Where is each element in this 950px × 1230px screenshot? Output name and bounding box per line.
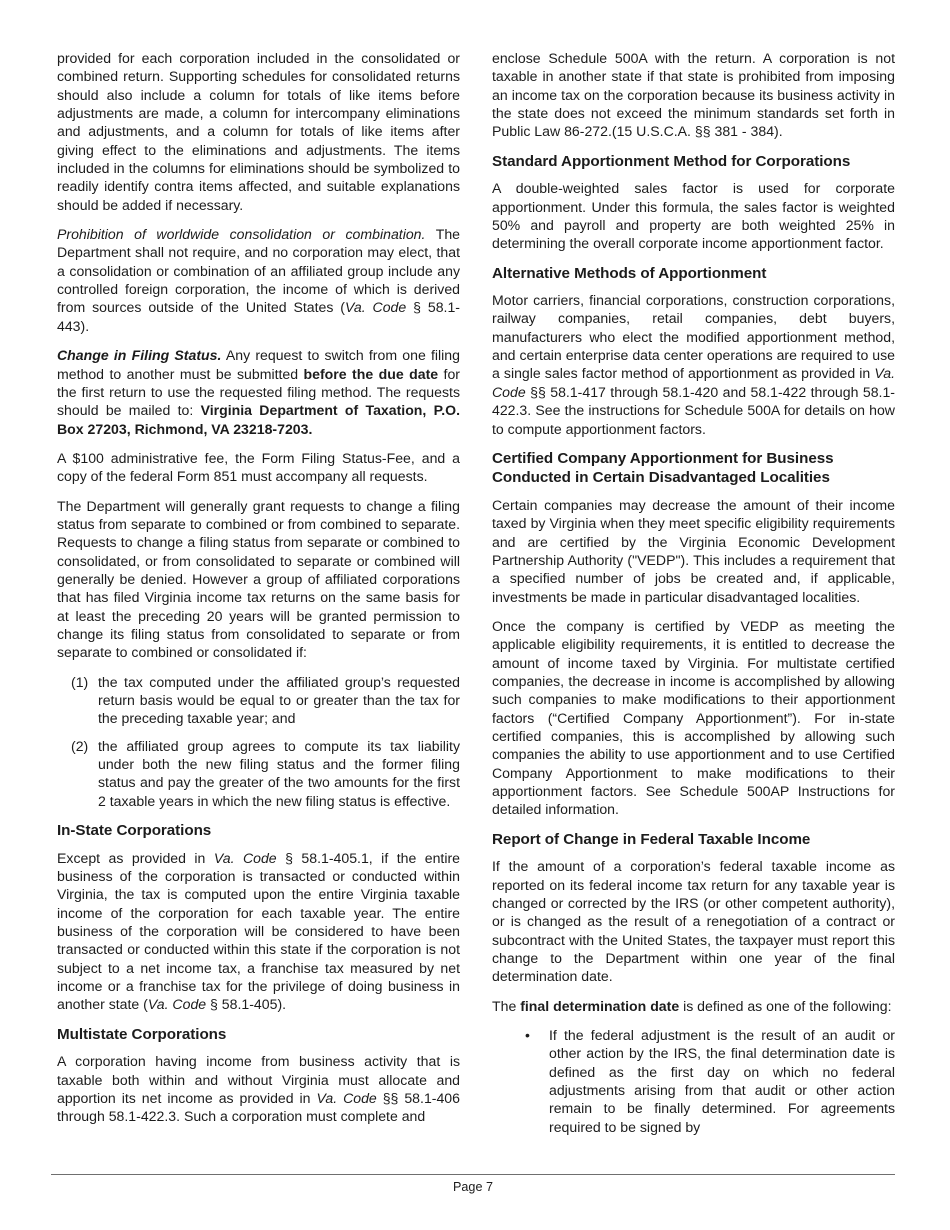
heading-certified-company-apportionment: Certified Company Apportionment for Business Conducted in Certain Disadvantaged Localities [492, 449, 834, 487]
in-state-body-3: § 58.1-405). [206, 996, 287, 1013]
list-item [57, 737, 460, 810]
paragraph-multistate [57, 1052, 460, 1125]
final-determination-body-1: The [492, 997, 521, 1014]
heading-in-state-corporations: In-State Corporations [57, 822, 212, 840]
list-item [492, 1026, 895, 1136]
final-determination-body-2: is defined as one of the following: [679, 997, 892, 1014]
list-item-text: the tax computed under the affiliated group’s requested return basis would be equal to or greater than the tax for the preceding taxable year; and [98, 673, 460, 727]
va-code-italic: Va. Code [147, 996, 207, 1013]
change-filing-status-body-2: for the first return to use the requested filing method. The requests should be mailed to: [57, 365, 460, 419]
paragraph-standard-apportionment: A double-weighted sales factor is used for corporate apportionment. Under this formula, the sales factor is weighted 50% and payroll and property are both weighted 25% in determining the overall corporate income apportionment factor. [492, 180, 895, 252]
footer-divider [51, 1174, 895, 1175]
before-due-date-bold: before the due date [303, 365, 439, 382]
paragraph-alternative-methods [492, 291, 895, 438]
paragraph-admin-fee: A $100 administrative fee, the Form Filing Status-Fee, and a copy of the federal Form 851 must accompany all requests. [57, 449, 460, 485]
list-item [57, 673, 460, 728]
paragraph-prohibition-worldwide [57, 225, 460, 335]
paragraph-report-of-change: If the amount of a corporation’s federal taxable income as reported on its federal income tax return for any taxable year is changed or corrected by the IRS (or other competent authority), or is changed as the result of a renegotiation of a contract or subcontract with the United States, the taxpayer must report this change to the Department within one year of the final determination date. [492, 858, 895, 985]
mailing-address-bold: Virginia Department of Taxation, P.O. Box 27203, Richmond, VA 23218-7203. [57, 402, 460, 437]
right-column [492, 49, 895, 1136]
heading-multistate-corporations: Multistate Corporations [57, 1025, 227, 1043]
prohibition-italic-lead: Prohibition of worldwide consolidation or combination. [57, 226, 426, 243]
list-item-text: the affiliated group agrees to compute its tax liability under both the new filing status and the former filing status and pay the greater of the two amounts for the first 2 taxable years in which the new filing status is effective. [98, 737, 460, 809]
page-footer [51, 1174, 895, 1195]
page-number: Page 7 [453, 1180, 493, 1194]
paragraph-schedule-500a: enclose Schedule 500A with the return. A corporation is not taxable in another state if that state is prohibited from imposing an income tax on the corporation because its business activity in the state does not exceed the minimum standards set forth in Public Law 86-272.(15 U.S.C.A. §§ 381 - 384). [492, 50, 895, 140]
heading-standard-apportionment: Standard Apportionment Method for Corporations [492, 152, 851, 170]
alternative-methods-body-2: §§ 58.1-417 through 58.1-420 and 58.1-422 through 58.1-422.3. See the instructions for Schedule 500A for details on how to compute apportionment factors. [492, 383, 895, 437]
paragraph-grant-requests: The Department will generally grant requests to change a filing status from separate to combined or from combined to separate. Requests to change a filing status from separate or combined to consolidated, or from consolidated to separate or combined will generally be denied. However a group of affiliated corporations that has filed Virginia income tax returns on the same basis for at least the preceding 20 years will be granted permission to change its filing status from consolidated to separate or from separate to combined or consolidated if: [57, 497, 460, 661]
heading-report-of-change: Report of Change in Federal Taxable Income [492, 830, 811, 848]
in-state-body-2: § 58.1-405.1, if the entire business of the corporation is transacted or conducted within Virginia, the tax is computed upon the entire Virginia taxable income of the corporation for each taxable year. The entire business of the corporation will be considered to have been transacted or conducted within this state if the corporation is not subject to a net income tax, a franchise tax measured by net income or a franchise tax for the privilege of doing business in another state ( [57, 849, 461, 1013]
list-item-text: If the federal adjustment is the result of an audit or other action by the IRS, the final determination date is defined as the first day on which no federal adjustments arising from that audit or other action remain to be finally determined. For agreements required to be signed by [549, 1026, 895, 1135]
paragraph-certain-companies: Certain companies may decrease the amount of their income taxed by Virginia when they meet specific eligibility requirements and are certified by the Virginia Economic Development Partnership Authority ("VEDP"). This includes a requirement that a specified number of jobs be created and, if applicable, investments be made in particular disadvantaged localities. [492, 496, 895, 605]
list-marker: (2) [71, 737, 89, 754]
va-code-italic: Va. Code [213, 849, 277, 866]
paragraph-change-filing-status [57, 346, 460, 438]
final-determination-date-bullets [492, 1026, 895, 1136]
multistate-body-1: A corporation having income from business activity that is taxable both within and without Virginia must allocate and apportion its net income as provided in [57, 1053, 460, 1106]
in-state-body-1: Except as provided in [57, 849, 214, 866]
paragraph-in-state [57, 849, 460, 1014]
va-code-italic: Va. Code [345, 299, 407, 316]
va-code-italic: Va. Code [492, 365, 895, 400]
va-code-italic: Va. Code [316, 1089, 377, 1106]
paragraph-once-certified: Once the company is certified by VEDP as meeting the applicable eligibility requirements, it is entitled to decrease the amount of income taxed by Virginia. For multistate certified companies, the decrease in income is accomplished by allowing such companies to make modifications to their apportionment factors (“Certified Company Apportionment”). For in-state certified companies, this is accomplished by allowing such companies the ability to use apportionment and to use Certified Company Apportionment to make modifications to their apportionment factors. See Schedule 500AP Instructions for detailed information. [492, 617, 895, 818]
filing-status-conditions-list [57, 673, 460, 810]
bullet-glyph: • [525, 1026, 530, 1043]
change-filing-status-lead: Change in Filing Status. [57, 347, 222, 364]
multistate-body-2: §§ 58.1-406 through 58.1-422.3. Such a corporation must complete and [57, 1089, 460, 1125]
left-column [57, 49, 460, 1136]
prohibition-body-1: The Department shall not require, and no corporation may elect, that a consolidation or combination of an affiliated group include any controlled foreign corporation, the income of which is derived from sources outside of the United States ( [57, 226, 460, 316]
list-marker: (1) [71, 673, 89, 690]
heading-alternative-methods: Alternative Methods of Apportionment [492, 264, 767, 282]
paragraph-final-determination-date [492, 997, 895, 1015]
paragraph-consolidated-schedules: provided for each corporation included in the consolidated or combined return. Supporting schedules for consolidated returns should also include a column for totals of like items before adjustments are made, a column for intercompany eliminations and adjustments, and a column for totals of like items after giving effect to the eliminations and adjustments. The items included in the columns for eliminations should be symbolized to readily identify contra items affected, and suitable explanations should be added if necessary. [57, 50, 460, 213]
change-filing-status-body-1: Any request to switch from one filing method to another must be submitted [57, 347, 460, 382]
final-determination-date-bold: final determination date [520, 997, 680, 1014]
alternative-methods-body-1: Motor carriers, financial corporations, construction corporations, railway companies, retail companies, debt buyers, manufacturers who elect the modified apportionment method, and certain enterprise data center operations are required to use a single sales factor method of apportionment as provided in [492, 292, 895, 382]
prohibition-body-2: § 58.1- 443). [57, 299, 460, 334]
two-column-body [57, 49, 895, 1136]
